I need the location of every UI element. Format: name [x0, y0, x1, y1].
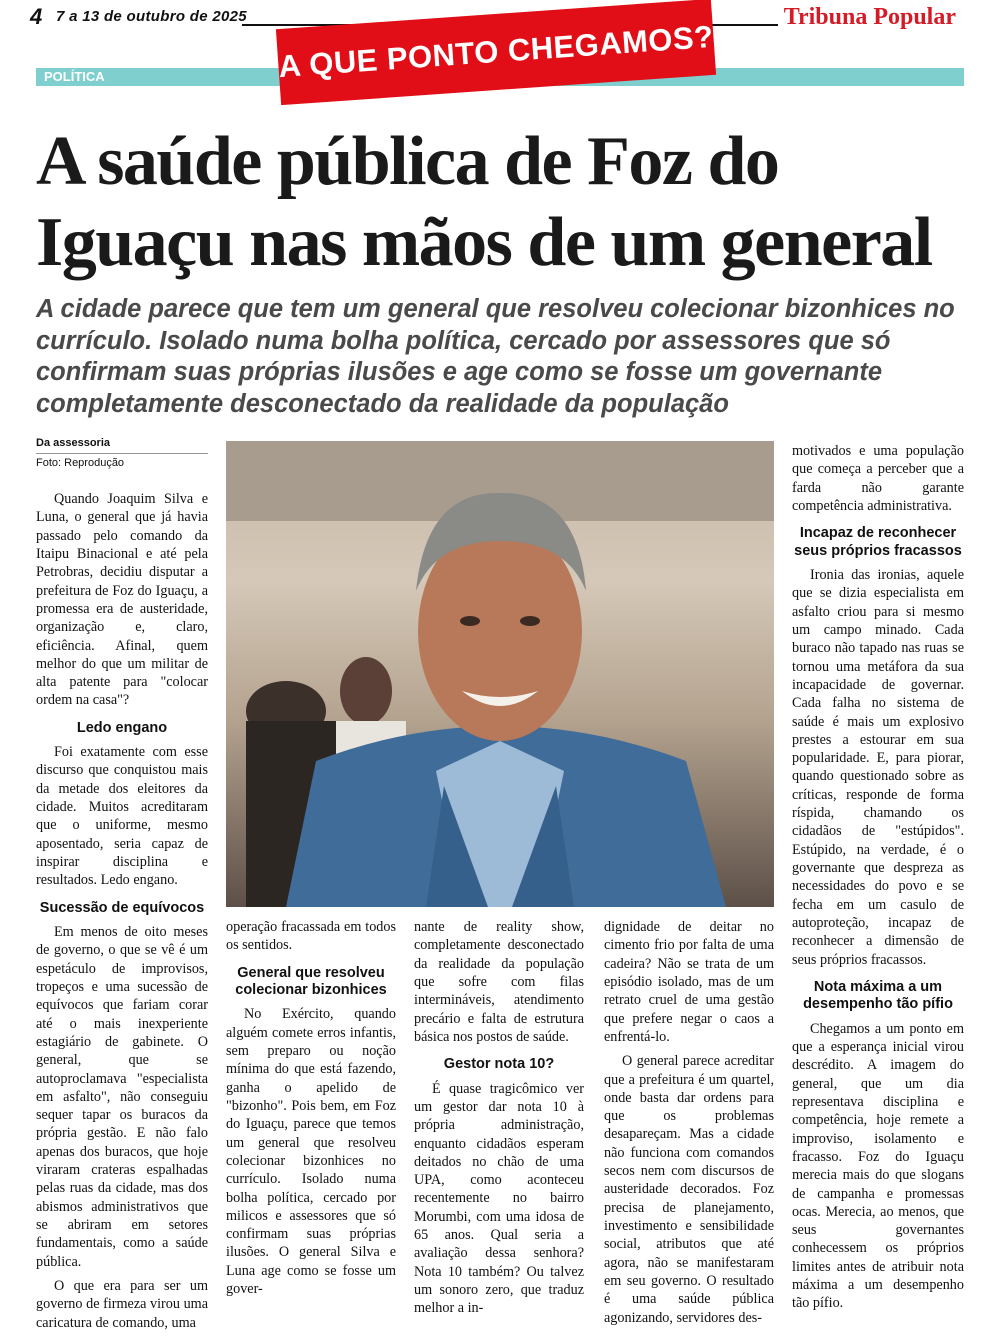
photo-credit: Foto: Reprodução: [36, 456, 125, 469]
subheading-incapaz: Incapaz de reconhecer seus próprios fracassos: [794, 525, 962, 559]
paragraph: Ironia das ironias, aquele que se dizia especialista em asfalto criou para si mesmo um campo minado. Cada buraco não tapado nas ruas se tornou uma metáfora da sua incapacidade de governar. Cada falha no sistema de saúde é mais um explosivo prestes a estourar em sua popularidade. E, para piorar, quando questionado sobre as críticas, responde de forma ríspida, chamando os cidadãos de "estúpidos". Estúpido, na verdade, é o governante que despreza as necessidades do povo e se fecha em um casulo de autoproteção, incapaz de reconhecer a dimensão de seus próprios fracassos.: [792, 567, 964, 968]
paragraph: Foi exatamente com esse discurso que conquistou mais da metade dos eleitores da cidade. Muitos acreditaram que o uniforme, mesmo aposentado, seria capaz de inspirar disciplina e resultados. Ledo engano.: [36, 744, 208, 889]
paragraph: motivados e uma população que começa a perceber que a farda não garante competência administrativa.: [792, 443, 964, 514]
article-photo: [226, 441, 774, 907]
article-column-1: [36, 490, 208, 1338]
issue-date: 7 a 13 de outubro de 2025: [56, 8, 247, 25]
paragraph: Em menos de oito meses de governo, o que se vê é um espetáculo de improvisos, tropeços e uma sucessão de equívocos que fariam corar até o mais inexperiente estagiário de gabinete. O general, que se autoproclamava "especialista em asfalto", não conseguiu sequer tapar os buracos da própria gestão. E não falo apenas dos buracos, que hoje viraram crateras espalhadas pelas ruas da cidade, mas dos abismos administrativos que se abriram em setores fundamentais, como a saúde pública.: [36, 924, 208, 1270]
subheading-bizonhices: General que resolveu colecionar bizonhices: [235, 964, 387, 999]
headline: A saúde pública de Foz do Iguaçu nas mãos de um general: [36, 123, 932, 281]
paragraph: dignidade de deitar no cimento frio por falta de uma cadeira? Não se trata de um episódio isolado, mas de um retrato cruel de uma gestão que prefere negar o caos a enfrentá-lo.: [604, 919, 774, 1045]
newspaper-logo: Tribuna Popular: [783, 4, 956, 30]
article-column-5: [792, 442, 964, 1319]
paragraph: O general parece acreditar que a prefeitura é um quartel, onde basta dar ordens para que os problemas desapareçam. Mas a cidade não funciona com comandos secos nem com discursos de austeridade decorados. Foz precisa de planejamento, investimento e sensibilidade social, atributos que até agora, não se manifestaram em seu governo. O resultado é uma saúde pública agonizando, servidores des-: [604, 1053, 774, 1326]
page-number: 4: [30, 4, 43, 29]
subheading-ledo-engano: Ledo engano: [76, 719, 168, 736]
paragraph: operação fracassada em todos os sentidos.: [226, 919, 396, 954]
byline: [36, 436, 208, 471]
article-column-2: [226, 918, 396, 1304]
section-label: POLÍTICA: [44, 69, 105, 84]
banner-text: A QUE PONTO CHEGAMOS?: [277, 18, 715, 85]
paragraph: nante de reality show, completamente desconectado da realidade da população que sofre com filas intermináveis, atendimento precário e falta de estrutura básica nos postos de saúde.: [414, 919, 584, 1045]
article-column-3: [414, 918, 584, 1324]
paragraph: No Exército, quando alguém comete erros infantis, sem preparo ou noção mínima do que está fazendo, ganha o apelido de "bizonho". Pois bem, em Foz do Iguaçu, parece que temos um general que resolveu colecionar bizonhices no currículo. Isolado numa bolha política, cercado por milicos e assessores que só confirmam suas próprias ilusões. O general Silva e Luna age como se fosse um gover-: [226, 1006, 396, 1298]
paragraph: Quando Joaquim Silva e Luna, o general que já havia passado pelo comando da Itaipu Binacional e até pela Petrobras, decidiu disputar a prefeitura de Foz do Iguaçu, a promessa era de austeridade, organização e, claro, eficiência. Afinal, quem melhor do que um militar de alta patente para "colocar ordem na casa"?: [36, 491, 208, 709]
portrait-illustration: [226, 441, 774, 907]
paragraph: É quase tragicômico ver um gestor dar nota 10 à própria administração, enquanto cidadãos esperam deitados no chão de uma UPA, como aconteceu recentemente no bairro Morumbi, com uma idosa de 65 anos. Qual seria a avaliação dessa senhora? Nota 10 também? Ou talvez um sonoro zero, que traduz melhor a in-: [414, 1080, 584, 1317]
subheading-sucessao: Sucessão de equívocos: [39, 899, 205, 916]
article-column-4: [604, 918, 774, 1333]
subheading-nota-maxima: Nota máxima a um desempenho tão pífio: [803, 978, 953, 1013]
paragraph: O que era para ser um governo de firmeza virou uma caricatura de comando, uma: [36, 1277, 208, 1331]
subheading-gestor-nota-10: Gestor nota 10?: [443, 1056, 555, 1073]
paragraph: Chegamos a um ponto em que a esperança inicial virou descrédito. A imagem do general, que um dia representava disciplina e competência, hoje remete a improviso, isolamento e fracasso. Foz do Iguaçu merecia mais do que slogans de campanha e promessas ocas. Merecia, ao menos, que seus governantes conhecessem os próprios limites antes de atribuir nota máxima a um desempenho tão pífio.: [792, 1020, 964, 1312]
author: Da assessoria: [36, 436, 208, 454]
deck-subtitle: A cidade parece que tem um general que resolveu colecionar bizonhices no currículo. Isolado numa bolha política, cercado por assessores que só confirmam suas próprias ilusões e age como se fosse um governante completamente desconectado da realidade da população: [36, 295, 955, 418]
